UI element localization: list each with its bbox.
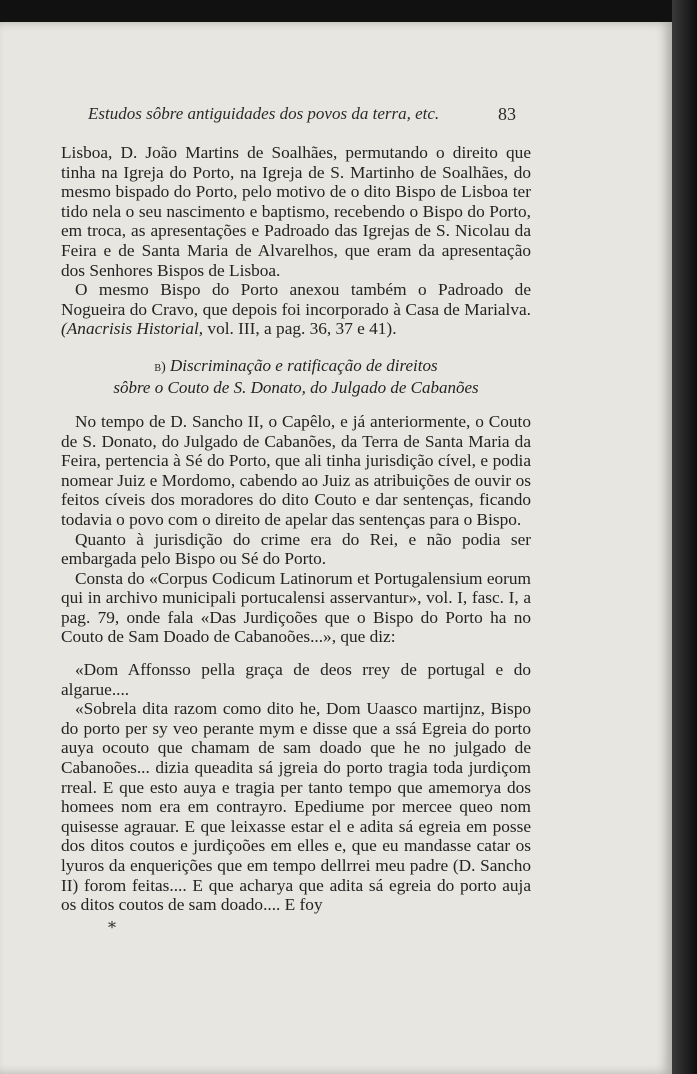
section-title-line-2: sôbre o Couto de S. Donato, do Julgado de Cabanões [113,377,479,397]
page-number: 83 [498,104,516,124]
paragraph-1: Lisboa, D. João Martins de Soalhães, permutando o direito que tinha na Igreja do Porto, na Igreja de S. Martinho de Soalhães, do mesmo bispado do Porto, pelo motivo de o dito Bispo de Lisboa ter tido nela o seu nascimento e baptismo, recebendo o Bispo do Porto, em troca, as apresentações e Padroado das Igrejas de S. Nicolau da Feira e de Santa Maria de Alvarelhos, que eram da apresentação dos Senhores Bispos de Lisboa. [61,143,531,280]
paragraph-2 [61,280,531,339]
paragraph-5: Consta do «Corpus Codicum Latinorum et Portugalensium eorum qui in archivo municipali portucalensi asservantur», vol. I, fasc. I, a pag. 79, onde fala «Das Jurdiçoões que o Bispo do Porto ha no Couto de Sam Doado de Cabanoões...», que diz: [61,568,531,647]
paragraph-3: No tempo de D. Sancho II, o Capêlo, e já anteriormente, o Couto de S. Donato, do Julgado de Cabanões, da Terra de Santa Maria da Feira, pertencia à Sé do Porto, que ali tinha jurisdição cível, e podia nomear Juiz e Mordomo, cabendo ao Juiz as atribuições de ouvir os feitos cíveis dos moradores do dito Couto e dar sentenças, ficando todavia o povo com o direito de apelar das sentenças para o Bispo. [61,411,531,529]
section-title-line-1: Discriminação e ratificação de direitos [170,355,438,375]
paragraph-4: Quanto à jurisdição do crime era do Rei, e não podia ser embargada pelo Bispo ou Sé do Porto. [61,529,531,569]
paragraph-2-text: O mesmo Bispo do Porto anexou também o Padroado de Nogueira do Cravo, que depois foi incorporado à Casa de Marialva. [61,280,531,319]
scan-right-border [672,0,697,1074]
footnote-mark: * [108,918,116,937]
quote-paragraph-2: «Sobrela dita razom como dito he, Dom Uaasco martijnz, Bispo do porto per sy veo perante mym e disse que a ssá Egreia do porto auya ocouto que chamam de sam doado que he no julgado de Cabanoões... dizia queadita sá jgreia do porto tragia toda jurdiçom rreal. E que esto auya e tragia per tanto tempo que amemorya dos homees nom era em contrayro. Epediume por mercee queo nom quisesse agrauar. E que leixasse estar el e adita sá egreia em posse dos ditos coutos e jurdiçoões em elles e, que eu mandasse catar os lyuros da enquerições que em tempo dellrrei meu padre (D. Sancho II) forom feitas.... E que acharya que adita sá egreia do porto auja os ditos coutos de sam doado.... E foy [61,699,531,915]
running-header [88,104,516,128]
body-text [61,143,531,915]
scan-top-border [0,0,697,22]
section-label: b) [154,359,166,375]
section-heading [61,356,531,398]
running-title: Estudos sôbre antiguidades dos povos da terra, etc. [88,104,440,123]
paragraph-2-reference: (Anacrisis Historial, [61,319,204,339]
spacer [61,647,531,660]
paragraph-2-tail: vol. III, a pag. 36, 37 e 41). [203,319,397,339]
quote-paragraph-1: «Dom Affonsso pella graça de deos rrey de portugal e do algarue.... [61,660,531,699]
